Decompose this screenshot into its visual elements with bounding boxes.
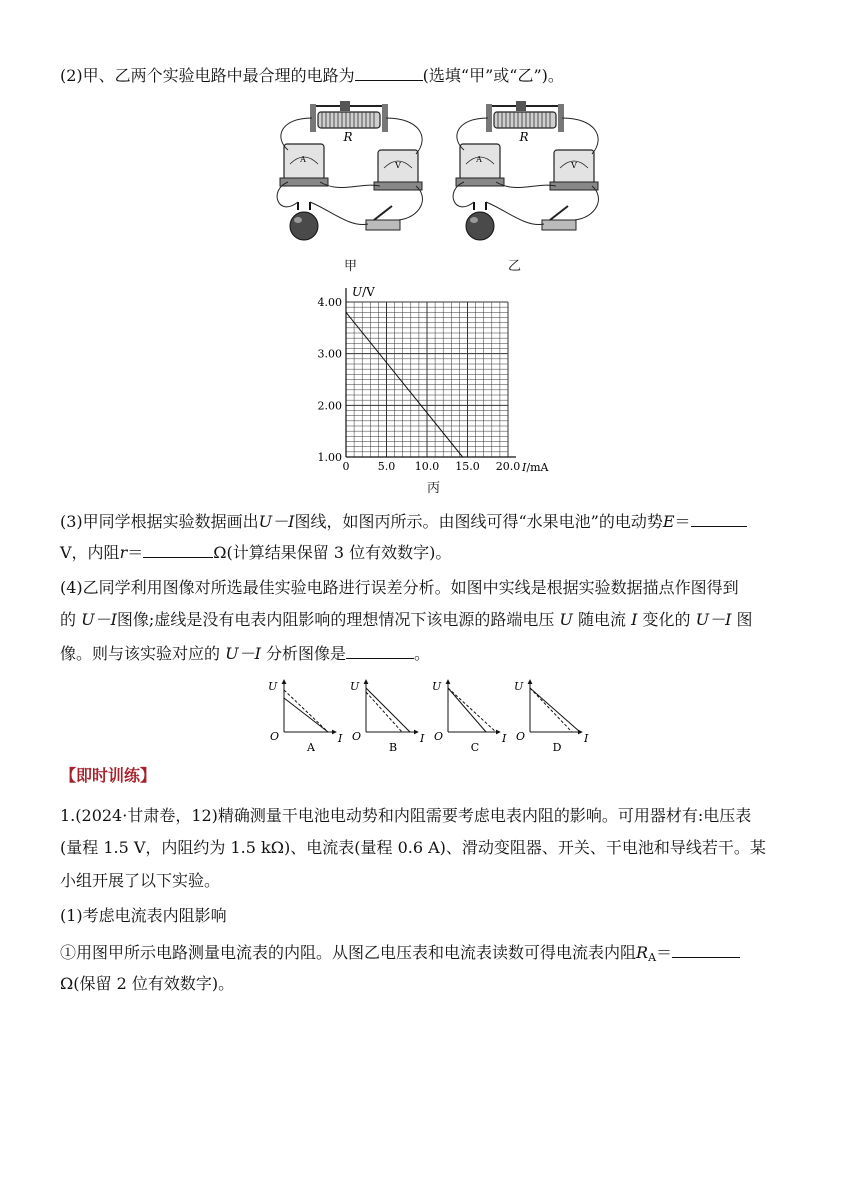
y-axis-label: U/V	[352, 285, 375, 299]
question-2	[60, 64, 564, 86]
caption-jia: 甲	[344, 259, 358, 274]
x-tick-label: 10.0	[414, 460, 440, 473]
rheostat-label: R	[343, 130, 353, 144]
option-graph-a	[268, 680, 343, 754]
svg-text:U: U	[432, 680, 442, 693]
option-graphs	[262, 676, 612, 756]
svg-text:O: O	[270, 730, 280, 743]
training-heading: 【即时训练】	[60, 766, 157, 785]
solid-line	[284, 698, 328, 732]
circuit-figures	[270, 98, 610, 248]
caption-bing: 丙	[427, 481, 441, 496]
option-label-b: B	[388, 741, 398, 754]
svg-text:U: U	[350, 680, 360, 693]
answer-blank-ra[interactable]	[672, 941, 740, 958]
question-4-line-2: 的 U－I图像;虚线是没有电表内阻影响的理想情况下该电源的路端电压 U 随电流 I 变化的 U－I 图	[60, 610, 753, 629]
option-graph-b	[350, 680, 425, 754]
x-tick-label: 15.0	[455, 460, 480, 473]
rheostat-body	[318, 112, 380, 128]
x-tick-label: 0	[342, 460, 350, 473]
u-i-graph	[300, 282, 570, 492]
svg-text:I: I	[502, 732, 507, 745]
switch	[366, 220, 400, 230]
question-4-line-3: 像。则与该实验对应的 U－I 分析图像是 。	[60, 644, 431, 663]
question-2-text: (2)甲、乙两个实验电路中最合理的电路为	[60, 66, 355, 85]
option-label-a: A	[307, 741, 315, 754]
y-tick-label: 4.00	[317, 296, 342, 309]
y-tick-label: 3.00	[317, 347, 342, 361]
x-tick-label: 20.0	[495, 460, 521, 473]
option-label-d: D	[552, 741, 562, 754]
voltmeter-label: V	[395, 161, 401, 170]
question-2-hint: (选填“甲”或“乙”)。	[422, 66, 564, 85]
question-4-line-1: (4)乙同学利用图像对所选最佳实验电路进行误差分析。如图中实线是根据实验数据描点作图得到	[60, 578, 739, 597]
option-label-c: C	[470, 741, 480, 754]
answer-blank-2[interactable]	[355, 64, 423, 81]
training-line-2: (量程 1.5 V，内阻约为 1.5 kΩ)、电流表(量程 0.6 A)、滑动变阻器、开关、干电池和导线若干。某	[60, 838, 766, 857]
circuit-yi	[453, 101, 598, 240]
dashed-line	[284, 690, 328, 732]
svg-text:O: O	[434, 730, 444, 743]
option-graph-d	[514, 680, 589, 754]
x-tick-label: 5.0	[377, 460, 396, 473]
answer-blank-resistance[interactable]	[143, 541, 213, 558]
svg-text:I: I	[420, 732, 425, 745]
svg-text:U: U	[268, 680, 278, 693]
question-3-line-1: (3)甲同学根据实验数据画出U－I图线，如图丙所示。由图线可得“水果电池”的电动势E＝	[60, 510, 747, 532]
svg-text:O: O	[516, 730, 526, 743]
training-line-1: 1.(2024·甘肃卷，12)精确测量干电池电动势和内阻需要考虑电表内阻的影响。可用器材有:电压表	[60, 806, 752, 825]
ammeter-label: A	[300, 155, 306, 164]
training-subheading: (1)考虑电流表内阻影响	[60, 906, 227, 925]
answer-blank-emf[interactable]	[691, 510, 747, 527]
graph-grid	[346, 288, 516, 457]
svg-text:I: I	[338, 732, 343, 745]
answer-blank-4[interactable]	[346, 642, 414, 659]
svg-text:O: O	[352, 730, 362, 743]
x-axis-label: I/mA	[522, 461, 549, 474]
training-line-3: 小组开展了以下实验。	[60, 871, 221, 890]
training-line-5: Ω(保留 2 位有效数字)。	[60, 974, 235, 993]
y-tick-label: 2.00	[317, 399, 342, 413]
option-graph-c	[432, 680, 507, 754]
caption-yi: 乙	[508, 259, 522, 274]
y-tick-label: 1.00	[317, 451, 342, 464]
training-line-4: ①用图甲所示电路测量电流表的内阻。从图乙电压表和电流表读数可得电流表内阻$R_A=$	[60, 941, 740, 968]
svg-text:U: U	[514, 680, 524, 693]
question-3-line-2: V，内阻r＝ Ω(计算结果保留 3 位有效数字)。	[60, 543, 452, 562]
circuit-jia	[277, 101, 422, 240]
svg-text:I: I	[584, 732, 589, 745]
fruit-battery	[290, 212, 318, 240]
